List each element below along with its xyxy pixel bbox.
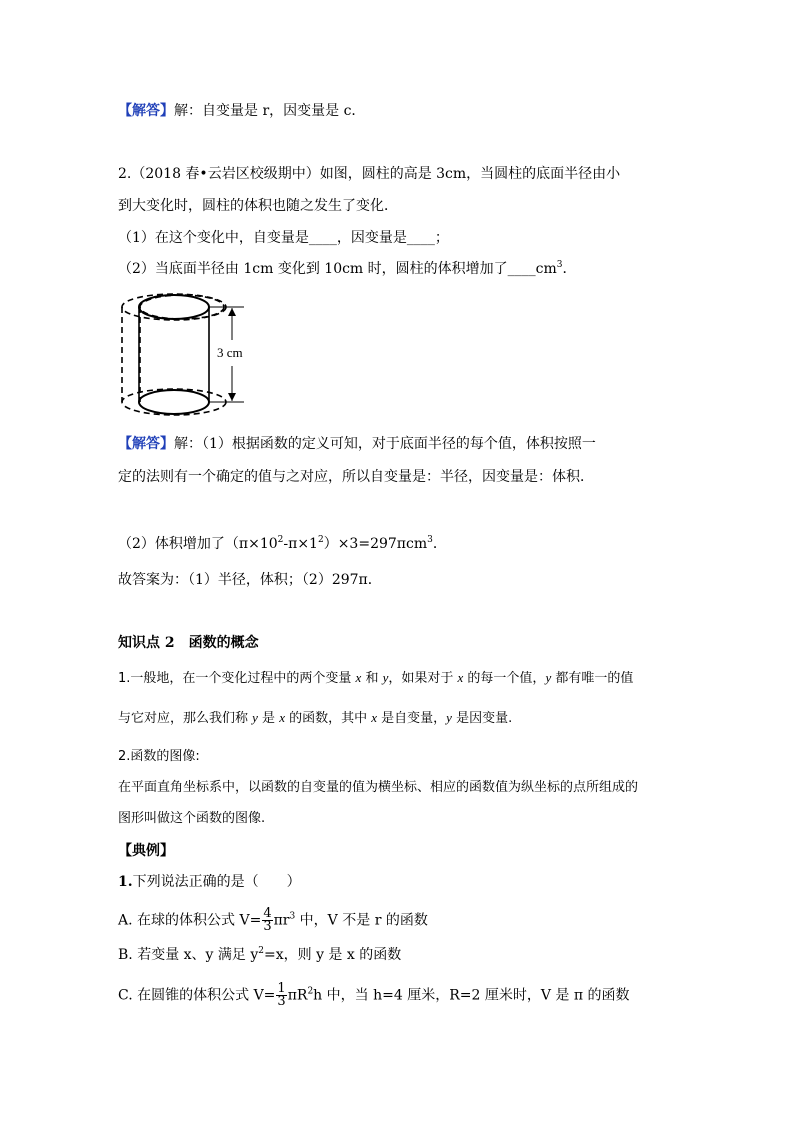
section-paragraph-4: 在平面直角坐标系中，以函数的自变量的值为横坐标、相应的函数值为纵坐标的点所组成的: [118, 780, 639, 795]
answer-2-line1: 【解答】解：（1）根据函数的定义可知，对于底面半径的每个值，体积按照一: [118, 436, 596, 452]
example-tag: 【典例】: [118, 843, 174, 859]
example-question: 1.下列说法正确的是（ ）: [118, 874, 301, 890]
answer-1-text: 解：自变量是 r，因变量是 c．: [174, 103, 366, 119]
answer-2-line3: （2）体积增加了$(\pi\times 10^2-\pi\times 1^2)\times 3=297\pi cm^3$．: [118, 535, 447, 552]
option-c: C. 在圆锥的体积公式 V= $\frac{1}{3}$ $\pi R^2h$ 中，当 h=4 厘米，R=2 厘米时，V 是 π 的函数: [118, 981, 630, 1009]
problem-2-stem-line1: 2.（2018 春•云岩区校级期中）如图，圆柱的高是 3cm，当圆柱的底面半径由小: [118, 166, 621, 182]
answer-2-final: 故答案为：（1）半径，体积；（2）297π．: [118, 572, 382, 588]
fraction-1-3: $\frac{1}{3}$: [277, 981, 286, 1009]
section-paragraph-1: 1.一般地，在一个变化过程中的两个变量 x 和 y，如果对于 x 的每一个值，y 都有唯一的值: [118, 670, 634, 686]
section-heading: 知识点 2 函数的概念: [118, 635, 259, 651]
answer-2-line2: 定的法则有一个确定的值与之对应，所以自变量是：半径，因变量是：体积．: [118, 469, 594, 485]
cylinder-figure: [114, 290, 284, 420]
cylinder-top: [139, 295, 209, 319]
arrow-up: [228, 308, 236, 316]
answer-1: [118, 101, 365, 121]
problem-2-stem-line2: 到大变化时，圆柱的体积也随之发生了变化．: [118, 198, 398, 214]
arrow-down: [228, 393, 236, 401]
height-label: 3 cm: [217, 345, 243, 360]
problem-2-question-1: （1）在这个变化中，自变量是____，因变量是____；: [118, 230, 449, 246]
problem-2-question-2: （2）当底面半径由 1cm 变化到 10cm 时，圆柱的体积增加了$\_\_\_\_cm^3$．: [118, 260, 577, 277]
section-paragraph-3: 2.函数的图像:: [118, 749, 200, 764]
option-a: A. 在球的体积公式 V= $\frac{4}{3}$ $\pi r^3$ 中，V 不是 r 的函数: [118, 906, 428, 934]
answer-tag: 【解答】: [118, 103, 174, 119]
answer-tag: 【解答】: [118, 436, 174, 452]
section-paragraph-2: 与它对应，那么我们称 y 是 x 的函数，其中 x 是自变量，y 是因变量.: [118, 710, 513, 726]
fraction-4-3: $\frac{4}{3}$: [263, 906, 272, 934]
cylinder-bottom: [139, 390, 209, 414]
option-b: B. 若变量 x、y 满足 $y^2=x$，则 y 是 x 的函数: [118, 946, 402, 963]
section-paragraph-5: 图形叫做这个函数的图像.: [118, 811, 266, 826]
